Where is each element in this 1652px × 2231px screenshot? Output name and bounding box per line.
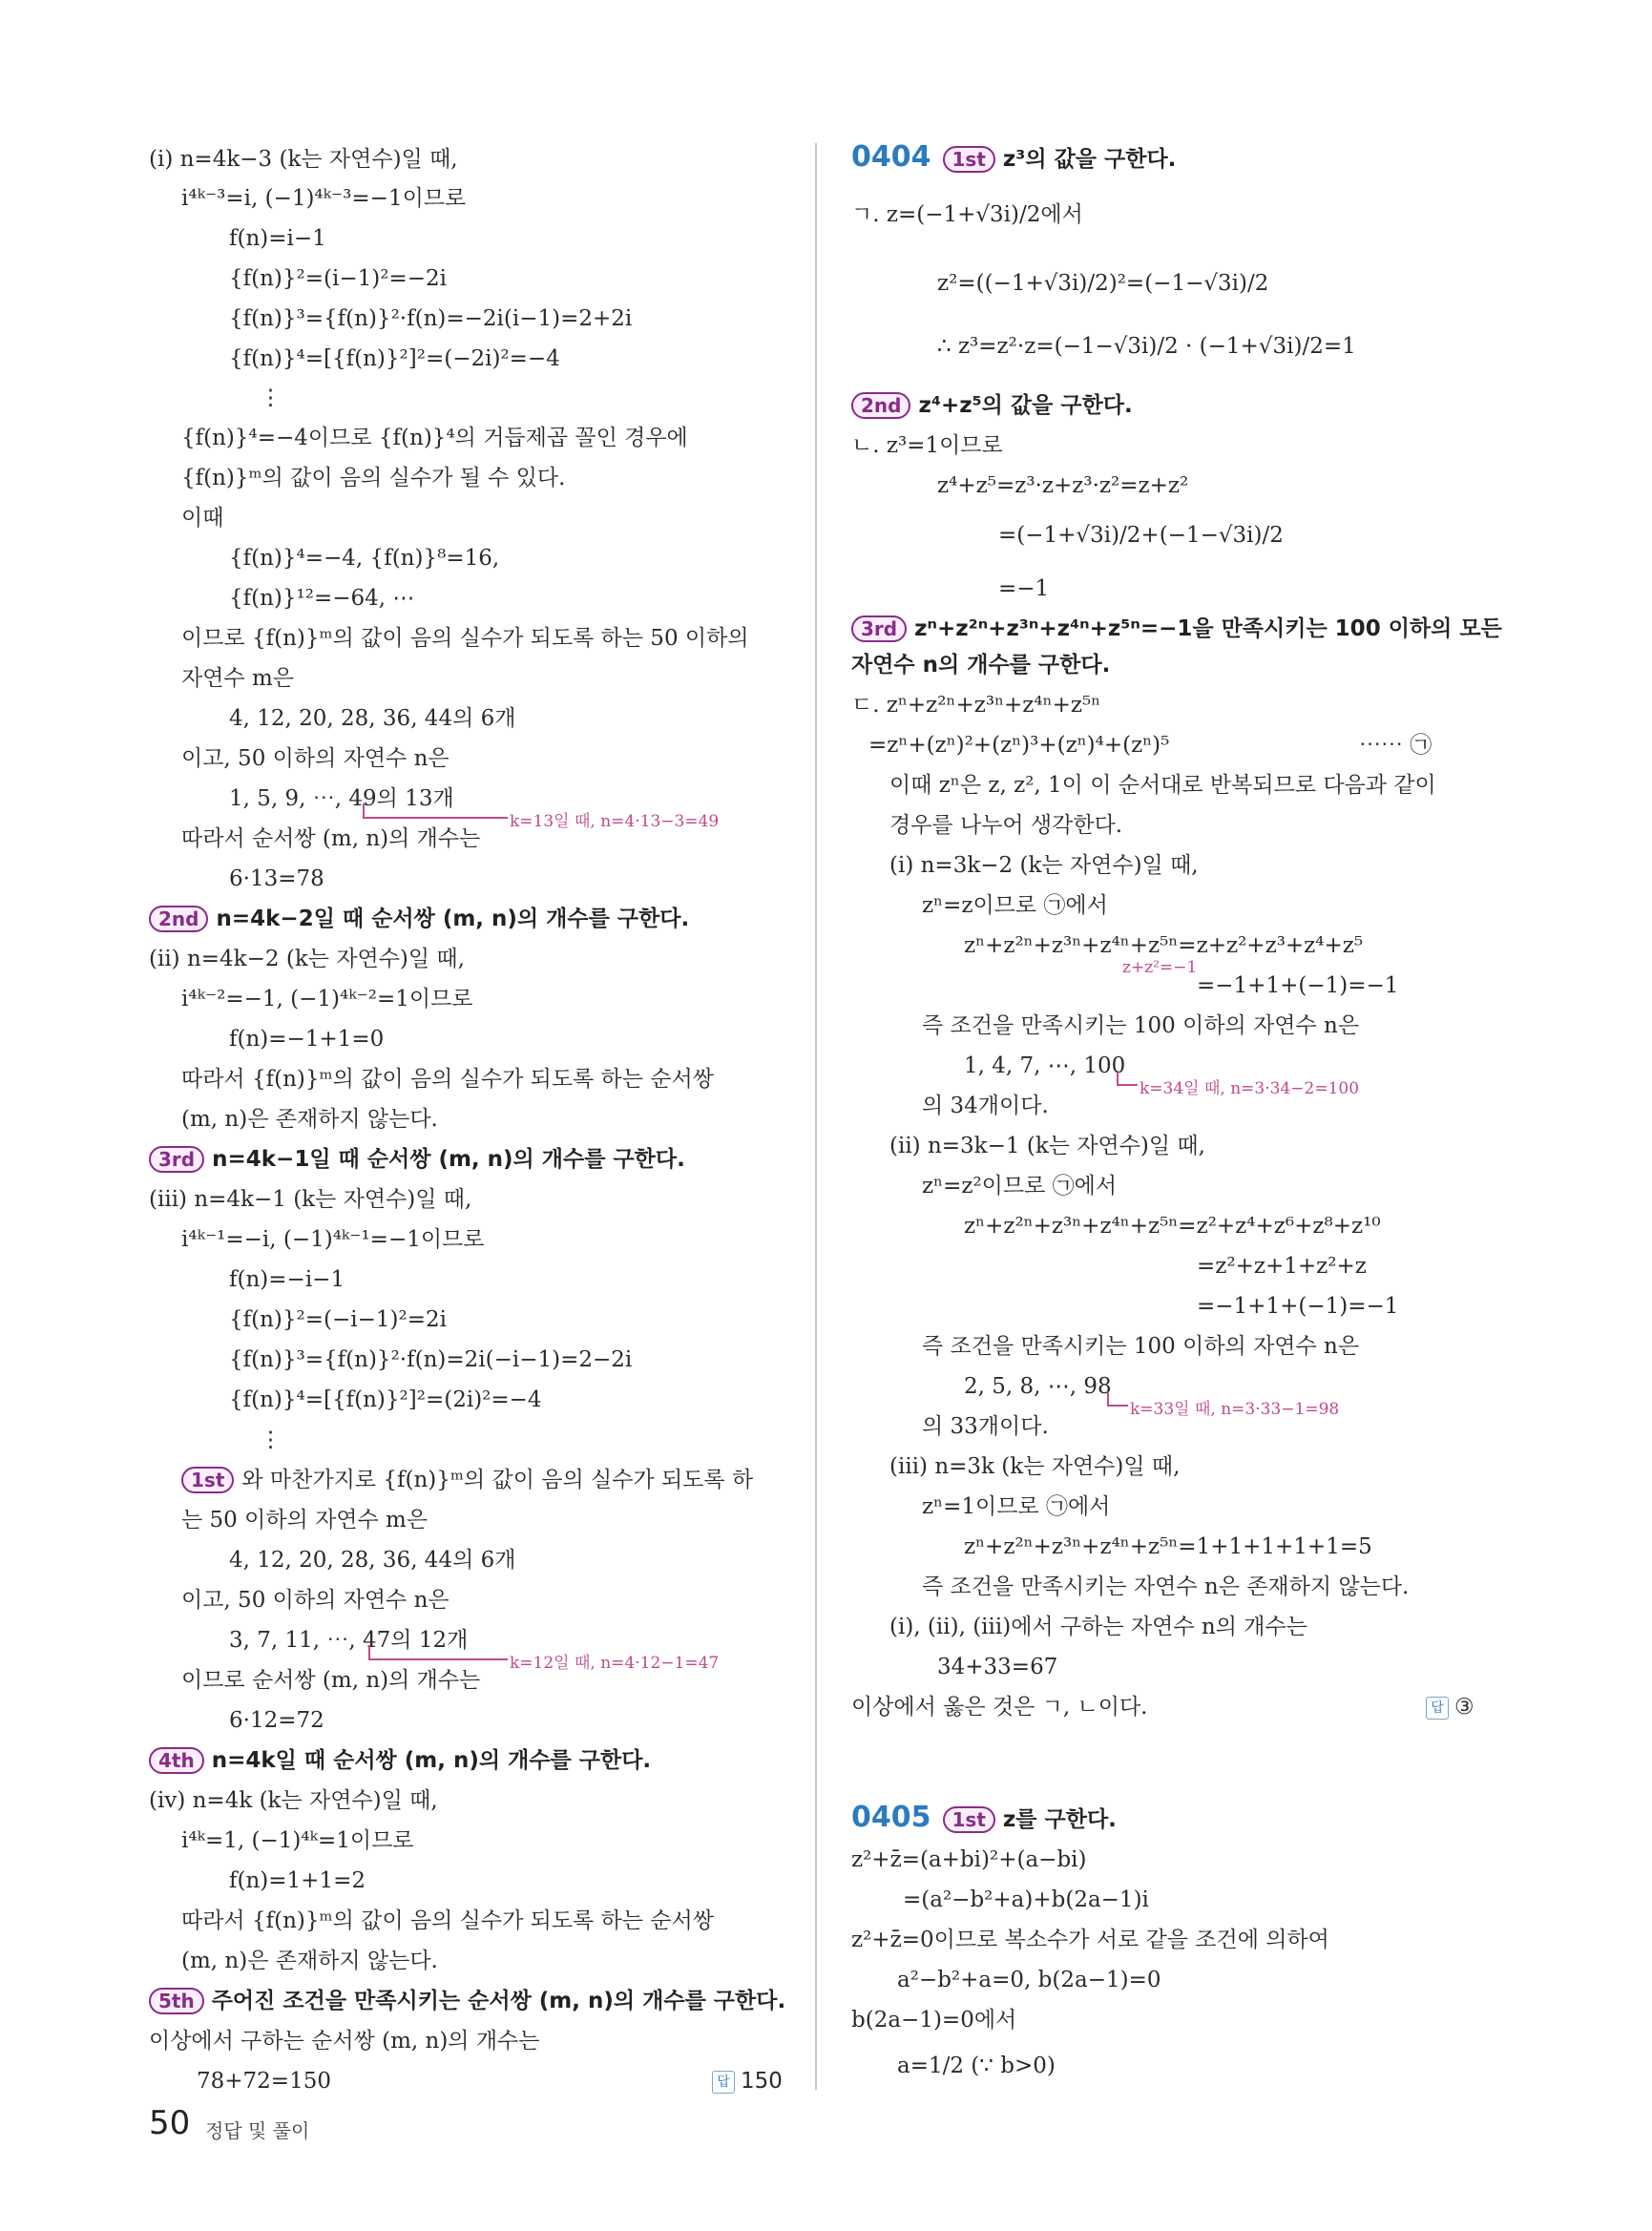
math-line: {f(n)}³={f(n)}²·f(n)=2i(−i−1)=2−2i — [229, 1347, 633, 1372]
answer-value: 150 — [741, 2069, 783, 2094]
problem-0404-header — [851, 140, 1177, 174]
text-line: (ⅰ), (ⅱ), (ⅲ)에서 구하는 자연수 n의 개수는 — [889, 1615, 1307, 1639]
math-line: {f(n)}⁴=[{f(n)}²]²=(−2i)²=−4 — [229, 346, 560, 371]
annotation-bracket — [1117, 1071, 1138, 1086]
text-line — [181, 1466, 753, 1494]
column-divider — [815, 143, 817, 2090]
math-line: {f(n)}⁴=−4, {f(n)}⁸=16, — [229, 546, 500, 571]
math-line: 3, 7, 11, ⋯, 47의 12개 — [229, 1628, 469, 1653]
step-title: z를 구한다. — [1002, 1807, 1117, 1832]
text-line: 이때 — [181, 506, 224, 531]
text-line: i⁴ᵏ⁻³=i, (−1)⁴ᵏ⁻³=−1이므로 — [181, 186, 467, 211]
annotation-bracket — [1107, 1391, 1128, 1407]
text-line: 는 50 이하의 자연수 m은 — [181, 1508, 429, 1533]
vertical-ellipsis: ⋮ — [260, 1428, 282, 1452]
math-line: {f(n)}³={f(n)}²·f(n)=−2i(i−1)=2+2i — [229, 306, 633, 331]
annotation-bracket — [368, 1645, 508, 1660]
step-badge: 2nd — [149, 906, 208, 932]
answer-mark-icon: 답 — [1426, 1697, 1449, 1720]
answer-mark-icon: 답 — [712, 2071, 735, 2094]
math-line: {f(n)}²=(i−1)²=−2i — [229, 266, 447, 291]
math-line: =z²+z+1+z²+z — [1197, 1254, 1367, 1279]
case-2-heading: (ⅱ) n=4k−2 (k는 자연수)일 때, — [149, 947, 465, 971]
text-span: 와 마찬가지로 {f(n)}ᵐ의 값이 음의 실수가 되도록 하 — [241, 1468, 754, 1492]
text-line: (m, n)은 존재하지 않는다. — [181, 1107, 438, 1132]
case-1-heading: (ⅰ) n=4k−3 (k는 자연수)일 때, — [149, 147, 458, 172]
math-line: {f(n)}¹²=−64, ⋯ — [229, 586, 415, 611]
math-line: 6·13=78 — [229, 866, 324, 891]
annotation-note: k=34일 때, n=3·34−2=100 — [1140, 1079, 1360, 1098]
answer — [1426, 1693, 1474, 1721]
step-title: z³의 값을 구한다. — [1002, 147, 1177, 172]
text-line: {f(n)}⁴=−4이므로 {f(n)}⁴의 거듭제곱 꼴인 경우에 — [181, 426, 688, 450]
case-1-heading: (ⅰ) n=3k−2 (k는 자연수)일 때, — [889, 853, 1199, 878]
step-badge: 3rd — [149, 1146, 204, 1173]
math-line: =−1+1+(−1)=−1 — [1197, 973, 1399, 998]
step-badge: 5th — [149, 1988, 204, 2014]
step-4th — [149, 1746, 651, 1775]
step-title: 주어진 조건을 만족시키는 순서쌍 (m, n)의 개수를 구한다. — [211, 1989, 786, 2013]
footer-label: 정답 및 풀이 — [205, 2119, 310, 2142]
text-line: {f(n)}ᵐ의 값이 음의 실수가 될 수 있다. — [181, 466, 566, 490]
math-line: f(n)=1+1=2 — [229, 1868, 366, 1893]
text-line: 따라서 {f(n)}ᵐ의 값이 음의 실수가 되도록 하는 순서쌍 — [181, 1067, 714, 1092]
math-line: f(n)=i−1 — [229, 226, 326, 251]
step-badge: 4th — [149, 1747, 204, 1774]
math-line: =zⁿ+(zⁿ)²+(zⁿ)³+(zⁿ)⁴+(zⁿ)⁵ — [868, 733, 1170, 758]
math-line: ∴ z³=z²·z=(−1−√3i)/2 · (−1+√3i)/2=1 — [937, 334, 1356, 359]
annotation-bracket — [363, 803, 508, 819]
text-line: (m, n)은 존재하지 않는다. — [181, 1949, 438, 1973]
problem-number: 0404 — [851, 140, 931, 174]
vertical-ellipsis: ⋮ — [260, 386, 282, 410]
math-line: 2, 5, 8, ⋯, 98 — [964, 1374, 1112, 1399]
text-line: zⁿ=z²이므로 ㉠에서 — [922, 1174, 1118, 1199]
math-line: zⁿ+z²ⁿ+z³ⁿ+z⁴ⁿ+z⁵ⁿ=1+1+1+1+1=5 — [964, 1534, 1372, 1559]
step-title: n=4k−1일 때 순서쌍 (m, n)의 개수를 구한다. — [212, 1147, 685, 1172]
math-line: =−1+1+(−1)=−1 — [1197, 1294, 1399, 1319]
text-line: z²+z̄=0이므로 복소수가 서로 같을 조건에 의하여 — [851, 1928, 1329, 1952]
math-line: a²−b²+a=0, b(2a−1)=0 — [897, 1968, 1161, 1992]
conclusion-line: 이상에서 옳은 것은 ㄱ, ㄴ이다. — [851, 1695, 1148, 1720]
text-line: i⁴ᵏ⁻¹=−i, (−1)⁴ᵏ⁻¹=−1이므로 — [181, 1227, 485, 1252]
step-5th — [149, 1987, 785, 2015]
text-line: 경우를 나누어 생각한다. — [889, 813, 1123, 838]
math-line: =(a²−b²+a)+b(2a−1)i — [903, 1887, 1149, 1912]
math-line: {f(n)}⁴=[{f(n)}²]²=(2i)²=−4 — [229, 1387, 542, 1412]
math-line: z²=((−1+√3i)/2)²=(−1−√3i)/2 — [937, 271, 1269, 296]
text-line: 의 33개이다. — [922, 1414, 1049, 1439]
math-line: zⁿ+z²ⁿ+z³ⁿ+z⁴ⁿ+z⁵ⁿ=z+z²+z³+z⁴+z⁵ — [964, 933, 1364, 958]
step-badge: 2nd — [851, 392, 910, 419]
text-line: 자연수 m은 — [181, 666, 294, 691]
problem-number: 0405 — [851, 1801, 931, 1834]
text-line: 이므로 {f(n)}ᵐ의 값이 음의 실수가 되도록 하는 50 이하의 — [181, 626, 749, 651]
math-line: 1, 4, 7, ⋯, 100 — [964, 1053, 1126, 1078]
step-badge: 1st — [943, 1806, 995, 1833]
case-2-heading: (ⅱ) n=3k−1 (k는 자연수)일 때, — [889, 1134, 1205, 1158]
case-3-heading: (ⅲ) n=3k (k는 자연수)일 때, — [889, 1454, 1181, 1479]
text-line: 이므로 순서쌍 (m, n)의 개수는 — [181, 1668, 481, 1693]
page-number: 50 — [149, 2104, 191, 2142]
text-line: i⁴ᵏ⁻²=−1, (−1)⁴ᵏ⁻²=1이므로 — [181, 987, 473, 1011]
math-line: 1, 5, 9, ⋯, 49의 13개 — [229, 786, 454, 811]
text-line: 즉 조건을 만족시키는 자연수 n은 존재하지 않는다. — [922, 1574, 1410, 1599]
math-line: 4, 12, 20, 28, 36, 44의 6개 — [229, 706, 516, 731]
math-line: =−1 — [998, 576, 1050, 601]
math-line: f(n)=−1+1=0 — [229, 1027, 385, 1052]
step-3rd — [149, 1145, 685, 1174]
math-line: 4, 12, 20, 28, 36, 44의 6개 — [229, 1548, 516, 1573]
math-line: 34+33=67 — [937, 1655, 1058, 1679]
math-line: ㄴ. z³=1이므로 — [851, 433, 1003, 458]
step-3rd — [851, 615, 1502, 643]
step-2nd — [149, 905, 689, 933]
math-line: ㄷ. zⁿ+z²ⁿ+z³ⁿ+z⁴ⁿ+z⁵ⁿ — [851, 693, 1101, 718]
math-line: f(n)=−i−1 — [229, 1267, 345, 1292]
text-line: 따라서 {f(n)}ᵐ의 값이 음의 실수가 되도록 하는 순서쌍 — [181, 1908, 714, 1933]
text-line: 의 34개이다. — [922, 1094, 1049, 1118]
text-line: zⁿ=1이므로 ㉠에서 — [922, 1494, 1111, 1519]
step-2nd — [851, 391, 1133, 420]
text-line: 따라서 순서쌍 (m, n)의 개수는 — [181, 826, 481, 851]
annotation-note: k=33일 때, n=3·33−1=98 — [1130, 1400, 1340, 1419]
math-line: z⁴+z⁵=z³·z+z³·z²=z+z² — [937, 473, 1189, 498]
text-line: i⁴ᵏ=1, (−1)⁴ᵏ=1이므로 — [181, 1828, 414, 1853]
math-line: z²+z̄=(a+bi)²+(a−bi) — [851, 1847, 1087, 1872]
step-badge: 1st — [181, 1467, 234, 1493]
answer — [712, 2067, 783, 2095]
step-title: z⁴+z⁵의 값을 구한다. — [918, 393, 1133, 418]
math-line: zⁿ+z²ⁿ+z³ⁿ+z⁴ⁿ+z⁵ⁿ=z²+z⁴+z⁶+z⁸+z¹⁰ — [964, 1214, 1381, 1239]
math-line: 6·12=72 — [229, 1708, 324, 1733]
step-title: n=4k일 때 순서쌍 (m, n)의 개수를 구한다. — [211, 1748, 652, 1773]
text-line: 이상에서 구하는 순서쌍 (m, n)의 개수는 — [149, 2029, 540, 2054]
text-line: 즉 조건을 만족시키는 100 이하의 자연수 n은 — [922, 1334, 1360, 1359]
equation-marker: ⋯⋯ ㉠ — [1359, 733, 1432, 758]
annotation-note: z+z²=−1 — [1122, 958, 1198, 977]
case-4-heading: (ⅳ) n=4k (k는 자연수)일 때, — [149, 1788, 438, 1813]
annotation-note: k=13일 때, n=4·13−3=49 — [510, 812, 720, 831]
math-line: =(−1+√3i)/2+(−1−√3i)/2 — [998, 523, 1284, 548]
step-badge: 1st — [943, 146, 995, 173]
step-badge: 3rd — [851, 615, 907, 642]
math-line: 78+72=150 — [197, 2069, 331, 2094]
annotation-note: k=12일 때, n=4·12−1=47 — [510, 1654, 720, 1673]
problem-0405-header — [851, 1801, 1117, 1834]
text-line: zⁿ=z이므로 ㉠에서 — [922, 893, 1108, 918]
step-title: n=4k−2일 때 순서쌍 (m, n)의 개수를 구한다. — [216, 907, 690, 931]
answer-value: ③ — [1454, 1695, 1474, 1720]
case-3-heading: (ⅲ) n=4k−1 (k는 자연수)일 때, — [149, 1187, 472, 1212]
math-line: a=1/2 (∵ b>0) — [897, 2054, 1056, 2078]
math-line: ㄱ. z=(−1+√3i)/2에서 — [851, 202, 1083, 227]
text-line: 즉 조건을 만족시키는 100 이하의 자연수 n은 — [922, 1013, 1360, 1038]
math-line: {f(n)}²=(−i−1)²=2i — [229, 1307, 447, 1332]
text-line: 이고, 50 이하의 자연수 n은 — [181, 1588, 450, 1613]
text-line: 이고, 50 이하의 자연수 n은 — [181, 746, 450, 771]
step-title: zⁿ+z²ⁿ+z³ⁿ+z⁴ⁿ+z⁵ⁿ=−1을 만족시키는 100 이하의 모든 — [914, 616, 1502, 641]
text-line: 이때 zⁿ은 z, z², 1이 이 순서대로 반복되므로 다음과 같이 — [889, 773, 1436, 798]
text-line: b(2a−1)=0에서 — [851, 2008, 1017, 2033]
step-title-cont: 자연수 n의 개수를 구한다. — [851, 653, 1111, 678]
